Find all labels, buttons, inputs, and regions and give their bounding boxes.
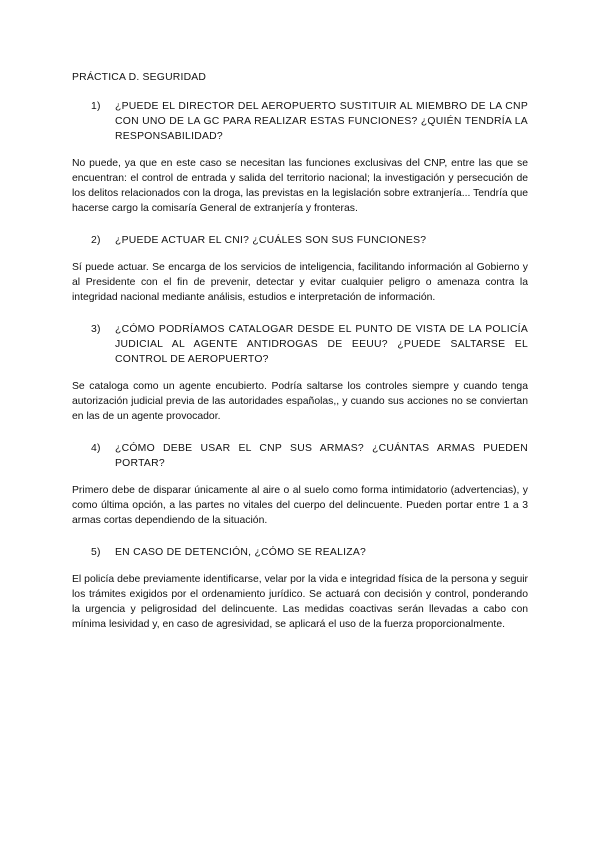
question-number: 5)	[91, 547, 101, 558]
question-number: 4)	[91, 443, 101, 454]
answer-5: El policía debe previamente identificarse, velar por la vida e integridad física de la persona y seguir los trámites exigidos por el ordenamiento jurídico. Se actuará con decisión y control, ponderando la urgencia y peligrosidad del delincuente. Las medidas coactivas serán llevadas a cabo con mínima lesividad y, en caso de agresividad, se aplicará el uso de la fuerza proporcionalmente.	[72, 574, 528, 630]
question-4	[72, 441, 528, 471]
question-number: 3)	[91, 324, 101, 335]
question-number: 2)	[91, 235, 101, 246]
question-2	[72, 233, 528, 248]
page-title: PRÁCTICA D. SEGURIDAD	[72, 72, 207, 83]
question-text: EN CASO DE DETENCIÓN, ¿CÓMO SE REALIZA?	[115, 547, 367, 558]
answer-4: Primero debe de disparar únicamente al aire o al suelo como forma intimidatorio (advertencias), y como última opción, a las partes no vitales del cuerpo del delincuente. Pueden portar entre 1 a 3 armas cortas dependiendo de la situación.	[72, 485, 528, 526]
question-text: ¿CÓMO PODRÍAMOS CATALOGAR DESDE EL PUNTO DE VISTA DE LA POLICÍA JUDICIAL AL AGENTE ANTIDROGAS DE EEUU? ¿PUEDE SALTARSE EL CONTROL DE AEROPUERTO?	[115, 324, 528, 365]
answer-2: Sí puede actuar. Se encarga de los servicios de inteligencia, facilitando información al Gobierno y al Presidente con el fin de prevenir, detectar y evitar cualquier peligro o amenaza contra la integridad nacional mediante análisis, estudios e interpretación de información.	[72, 262, 528, 303]
question-text: ¿PUEDE ACTUAR EL CNI? ¿CUÁLES SON SUS FUNCIONES?	[115, 235, 427, 246]
question-1	[72, 99, 528, 144]
question-number: 1)	[91, 101, 101, 112]
question-5	[72, 545, 528, 560]
question-3	[72, 322, 528, 367]
answer-3: Se cataloga como un agente encubierto. Podría saltarse los controles siempre y cuando tenga autorización judicial previa de las autoridades españolas,, y cuando sus acciones no se conviertan en las de un agente provocador.	[72, 381, 528, 422]
question-text: ¿PUEDE EL DIRECTOR DEL AEROPUERTO SUSTITUIR AL MIEMBRO DE LA CNP CON UNO DE LA GC PARA REALIZAR ESTAS FUNCIONES? ¿QUIÉN TENDRÍA LA RESPONSABILIDAD?	[115, 101, 528, 142]
answer-1: No puede, ya que en este caso se necesitan las funciones exclusivas del CNP, entre las que se encuentran: el control de entrada y salida del territorio nacional; la investigación y persecución de los delitos relacionados con la droga, las previstas en la legislación sobre extranjería... Tendría que hacerse cargo la comisaría General de extranjería y fronteras.	[72, 158, 528, 214]
question-text: ¿CÓMO DEBE USAR EL CNP SUS ARMAS? ¿CUÁNTAS ARMAS PUEDEN PORTAR?	[115, 443, 528, 469]
